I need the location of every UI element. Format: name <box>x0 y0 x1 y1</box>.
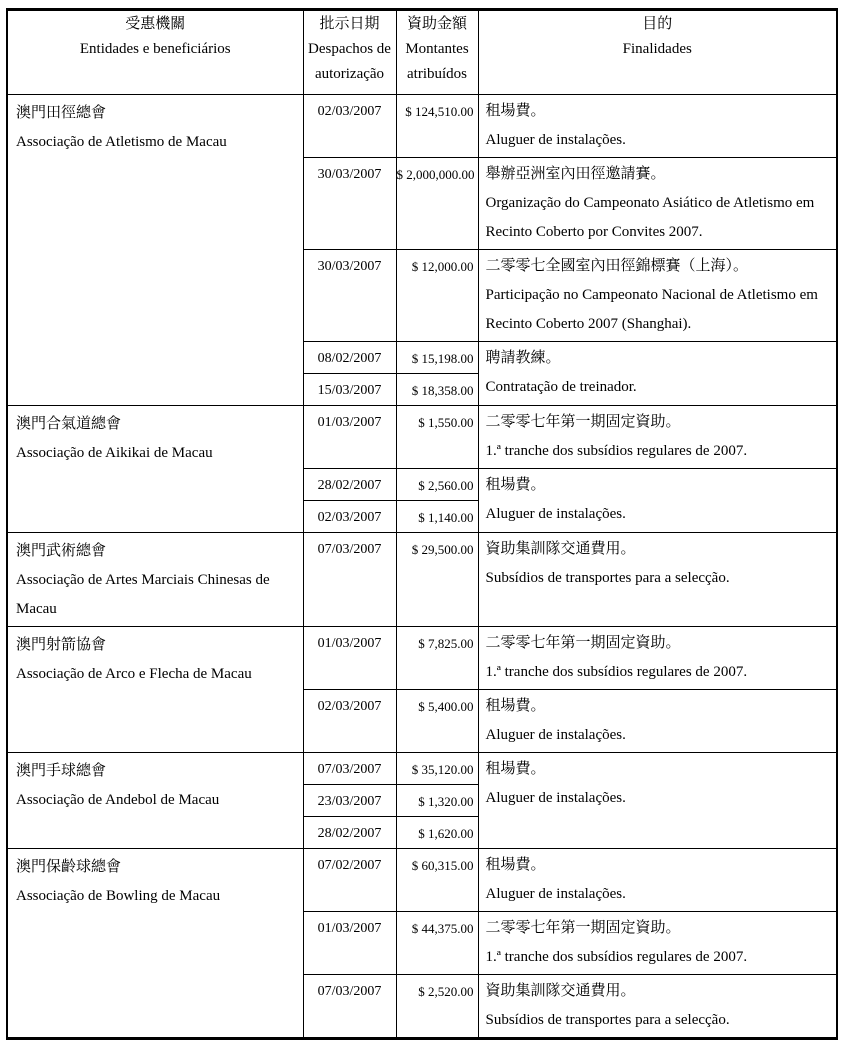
purpose-zh: 聘請教練。 <box>485 350 561 366</box>
entity-name-pt: Associação de Aikikai de Macau <box>16 445 213 461</box>
date-cell: 07/03/2007 <box>303 975 396 1039</box>
purpose-pt: Contratação de treinador. <box>485 379 637 395</box>
date-cell: 01/03/2007 <box>303 627 396 690</box>
purpose-zh: 租場費。 <box>485 103 546 119</box>
entity-name-pt: Associação de Atletismo de Macau <box>16 134 227 150</box>
entity-name-zh: 澳門武術總會 <box>16 543 107 559</box>
entity-name-zh: 澳門手球總會 <box>16 763 107 779</box>
header-date-pt-1: Despachos de <box>308 41 391 57</box>
purpose-zh: 資助集訓隊交通費用。 <box>485 541 636 557</box>
date-cell: 28/02/2007 <box>303 817 396 849</box>
purpose-pt: Organização do Campeonato Asiático de Atletismo em Recinto Coberto por Convites 2007. <box>485 195 815 240</box>
purpose-zh: 二零零七年第一期固定資助。 <box>485 920 681 936</box>
table-row <box>7 627 837 690</box>
table-row <box>7 95 837 158</box>
entity-name-pt: Associação de Bowling de Macau <box>16 888 221 904</box>
header-amount-pt-1: Montantes <box>405 41 469 57</box>
amount-cell: $ 2,560.00 <box>396 469 478 501</box>
date-cell: 30/03/2007 <box>303 158 396 250</box>
purpose-pt: Aluguer de instalações. <box>485 132 626 148</box>
purpose-pt: 1.ª tranche dos subsídios regulares de 2007. <box>485 949 748 965</box>
date-cell: 07/03/2007 <box>303 533 396 627</box>
purpose-cell <box>478 627 837 690</box>
amount-cell: $ 15,198.00 <box>396 342 478 374</box>
purpose-cell <box>478 406 837 469</box>
entity-name-zh: 澳門合氣道總會 <box>16 416 122 432</box>
amount-cell: $ 1,140.00 <box>396 501 478 533</box>
amount-cell: $ 1,320.00 <box>396 785 478 817</box>
purpose-cell <box>478 342 837 406</box>
amount-cell: $ 12,000.00 <box>396 250 478 342</box>
purpose-cell <box>478 753 837 849</box>
purpose-cell <box>478 250 837 342</box>
purpose-pt: 1.ª tranche dos subsídios regulares de 2007. <box>485 664 748 680</box>
purpose-cell <box>478 469 837 533</box>
header-date-zh: 批示日期 <box>319 16 380 32</box>
entity-cell <box>7 95 303 406</box>
entity-cell <box>7 753 303 849</box>
purpose-cell <box>478 158 837 250</box>
amount-cell: $ 1,550.00 <box>396 406 478 469</box>
purpose-cell <box>478 533 837 627</box>
purpose-pt: Aluguer de instalações. <box>485 727 626 743</box>
entity-name-pt: Associação de Artes Marciais Chinesas de Macau <box>16 572 270 617</box>
date-cell: 07/03/2007 <box>303 753 396 785</box>
entity-name-zh: 澳門射箭協會 <box>16 637 107 653</box>
purpose-pt: Participação no Campeonato Nacional de Atletismo em Recinto Coberto 2007 (Shanghai). <box>485 287 818 332</box>
amount-cell: $ 124,510.00 <box>396 95 478 158</box>
header-purpose-zh: 目的 <box>642 16 673 32</box>
date-cell: 01/03/2007 <box>303 912 396 975</box>
table-row <box>7 533 837 627</box>
table-row <box>7 406 837 469</box>
purpose-pt: Subsídios de transportes para a selecção. <box>485 570 730 586</box>
header-amount-pt-2: atribuídos <box>407 66 467 82</box>
purpose-zh: 租場費。 <box>485 698 546 714</box>
amount-cell: $ 35,120.00 <box>396 753 478 785</box>
purpose-zh: 二零零七全國室內田徑錦標賽（上海）。 <box>485 258 749 274</box>
date-cell: 08/02/2007 <box>303 342 396 374</box>
amount-cell: $ 29,500.00 <box>396 533 478 627</box>
purpose-cell <box>478 912 837 975</box>
date-cell: 23/03/2007 <box>303 785 396 817</box>
purpose-zh: 二零零七年第一期固定資助。 <box>485 414 681 430</box>
amount-cell: $ 60,315.00 <box>396 849 478 912</box>
subsidy-table <box>6 8 838 1040</box>
date-cell: 02/03/2007 <box>303 95 396 158</box>
purpose-pt: Aluguer de instalações. <box>485 790 626 806</box>
purpose-zh: 舉辦亞洲室內田徑邀請賽。 <box>485 166 666 182</box>
header-date-pt-2: autorização <box>314 66 385 82</box>
amount-cell: $ 18,358.00 <box>396 374 478 406</box>
date-cell: 02/03/2007 <box>303 690 396 753</box>
amount-cell: $ 2,000,000.00 <box>396 158 478 250</box>
header-amount <box>396 10 478 95</box>
entity-cell <box>7 406 303 533</box>
header-entity-pt: Entidades e beneficiários <box>79 41 231 57</box>
amount-cell: $ 2,520.00 <box>396 975 478 1039</box>
date-cell: 30/03/2007 <box>303 250 396 342</box>
header-entity <box>7 10 303 95</box>
purpose-zh: 資助集訓隊交通費用。 <box>485 983 636 999</box>
entity-cell <box>7 849 303 1039</box>
purpose-cell <box>478 95 837 158</box>
entity-cell <box>7 627 303 753</box>
amount-cell: $ 1,620.00 <box>396 817 478 849</box>
header-purpose-pt: Finalidades <box>622 41 692 57</box>
purpose-zh: 租場費。 <box>485 857 546 873</box>
date-cell: 28/02/2007 <box>303 469 396 501</box>
header-entity-zh: 受惠機關 <box>125 16 186 32</box>
purpose-cell <box>478 849 837 912</box>
header-row <box>7 10 837 95</box>
purpose-zh: 租場費。 <box>485 477 546 493</box>
purpose-pt: Aluguer de instalações. <box>485 506 626 522</box>
entity-name-zh: 澳門田徑總會 <box>16 105 107 121</box>
purpose-zh: 二零零七年第一期固定資助。 <box>485 635 681 651</box>
purpose-cell <box>478 690 837 753</box>
amount-cell: $ 5,400.00 <box>396 690 478 753</box>
date-cell: 01/03/2007 <box>303 406 396 469</box>
entity-cell <box>7 533 303 627</box>
purpose-zh: 租場費。 <box>485 761 546 777</box>
entity-name-pt: Associação de Andebol de Macau <box>16 792 220 808</box>
table-row <box>7 849 837 912</box>
purpose-pt: Subsídios de transportes para a selecção. <box>485 1012 730 1028</box>
amount-cell: $ 44,375.00 <box>396 912 478 975</box>
table-row <box>7 753 837 785</box>
date-cell: 07/02/2007 <box>303 849 396 912</box>
purpose-pt: 1.ª tranche dos subsídios regulares de 2007. <box>485 443 748 459</box>
date-cell: 15/03/2007 <box>303 374 396 406</box>
entity-name-pt: Associação de Arco e Flecha de Macau <box>16 666 252 682</box>
purpose-pt: Aluguer de instalações. <box>485 886 626 902</box>
amount-cell: $ 7,825.00 <box>396 627 478 690</box>
header-date <box>303 10 396 95</box>
header-amount-zh: 資助金額 <box>406 16 467 32</box>
date-cell: 02/03/2007 <box>303 501 396 533</box>
header-purpose <box>478 10 837 95</box>
entity-name-zh: 澳門保齡球總會 <box>16 859 122 875</box>
